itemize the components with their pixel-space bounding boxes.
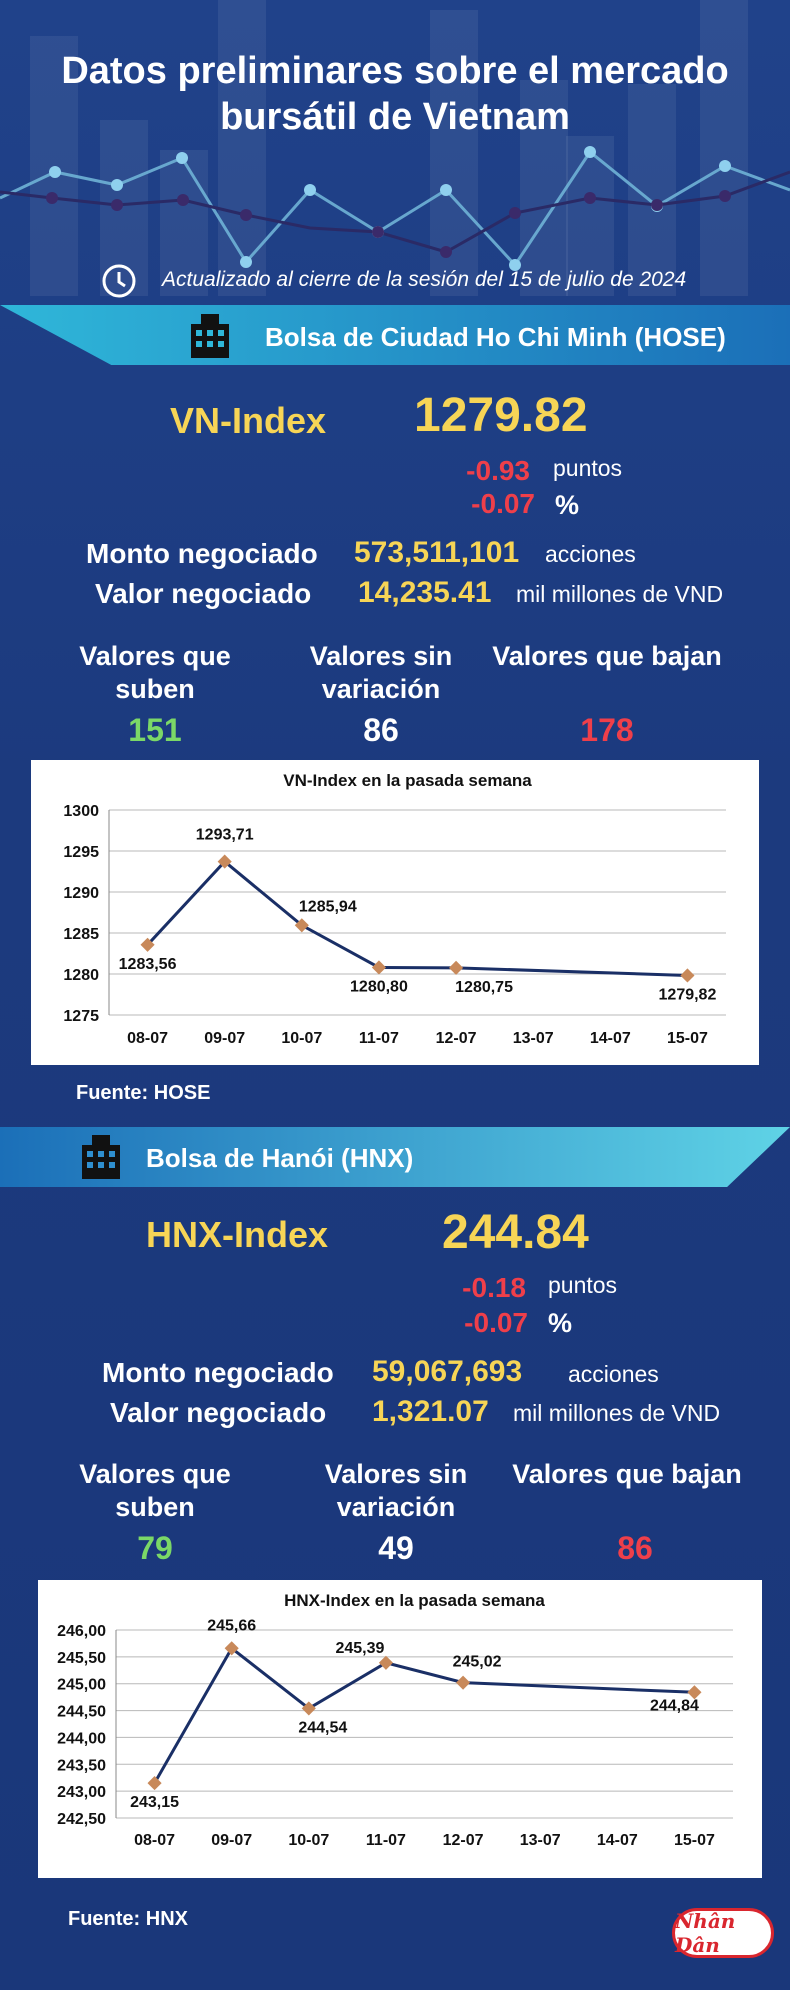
vn-index-change-points: -0.93 bbox=[466, 455, 530, 486]
x-tick-label: 09-07 bbox=[211, 1832, 253, 1849]
page-title: Datos preliminares sobre el mercado bursátil de Vietnam bbox=[61, 50, 729, 138]
series-line bbox=[155, 1648, 695, 1783]
y-tick-label: 1300 bbox=[63, 803, 99, 820]
hnx-index-change-points: -0.18 bbox=[462, 1272, 526, 1303]
building-icon bbox=[76, 1131, 126, 1181]
y-tick-label: 1275 bbox=[63, 1008, 99, 1025]
up-label: Valores que suben bbox=[79, 641, 231, 704]
data-point bbox=[379, 1656, 393, 1670]
volume-value: 59,067,693 bbox=[372, 1355, 523, 1388]
chart-title: HNX-Index en la pasada semana bbox=[284, 1591, 545, 1610]
series-line bbox=[148, 862, 688, 976]
y-tick-label: 1280 bbox=[63, 967, 99, 984]
data-point bbox=[372, 960, 386, 974]
y-tick-label: 1290 bbox=[63, 885, 99, 902]
hose-exchange-title: Bolsa de Ciudad Ho Chi Minh (HOSE) bbox=[265, 322, 726, 352]
x-tick-label: 15-07 bbox=[673, 1832, 715, 1849]
volume-value: 573,511,101 bbox=[354, 536, 520, 569]
up-label: Valores que suben bbox=[79, 1459, 231, 1522]
volume-label: Monto negociado bbox=[102, 1357, 334, 1388]
volume-label: Monto negociado bbox=[86, 538, 318, 569]
x-tick-label: 08-07 bbox=[134, 1832, 176, 1849]
x-tick-label: 11-07 bbox=[358, 1030, 399, 1047]
x-tick-label: 13-07 bbox=[512, 1030, 554, 1047]
data-label: 1279,82 bbox=[658, 986, 717, 1004]
vn-index-change-pct: -0.07 bbox=[471, 488, 535, 519]
up-count: 79 bbox=[137, 1530, 173, 1566]
value-value: 1,321.07 bbox=[372, 1395, 489, 1428]
building-icon bbox=[185, 310, 235, 360]
volume-unit: acciones bbox=[568, 1361, 659, 1387]
data-label: 1280,75 bbox=[455, 978, 513, 996]
y-tick-label: 243,00 bbox=[57, 1784, 106, 1802]
flat-label: Valores sin variación bbox=[309, 641, 453, 704]
value-label: Valor negociado bbox=[110, 1397, 327, 1428]
flat-count: 86 bbox=[363, 712, 399, 748]
data-label: 244,84 bbox=[649, 1697, 699, 1715]
data-point bbox=[147, 1776, 161, 1790]
data-label: 1283,56 bbox=[118, 955, 177, 973]
y-tick-label: 246,00 bbox=[57, 1623, 106, 1640]
background-lines bbox=[0, 0, 790, 300]
vn-index-name: VN-Index bbox=[170, 400, 327, 441]
clock-icon bbox=[102, 264, 136, 298]
x-tick-label: 12-07 bbox=[442, 1832, 484, 1849]
data-label: 1280,80 bbox=[350, 978, 408, 996]
x-tick-label: 12-07 bbox=[435, 1030, 477, 1047]
x-tick-label: 08-07 bbox=[127, 1030, 169, 1047]
x-tick-label: 10-07 bbox=[288, 1832, 330, 1849]
flat-label: Valores sin variación bbox=[324, 1459, 468, 1522]
hnx-index-change-pct: -0.07 bbox=[464, 1307, 528, 1338]
value-unit: mil millones de VND bbox=[513, 1400, 721, 1426]
y-tick-label: 245,00 bbox=[57, 1676, 106, 1694]
value-unit: mil millones de VND bbox=[516, 581, 724, 607]
value-label: Valor negociado bbox=[95, 578, 312, 609]
pct-unit: % bbox=[555, 490, 580, 520]
y-tick-label: 242,50 bbox=[57, 1811, 106, 1828]
data-label: 245,02 bbox=[452, 1653, 502, 1671]
pct-unit: % bbox=[548, 1308, 573, 1338]
data-label: 245,39 bbox=[335, 1639, 385, 1657]
hnx-source: Fuente: HNX bbox=[68, 1908, 188, 1930]
logo-text: Nhân Dân bbox=[675, 1909, 736, 1957]
hnx-index-chart bbox=[38, 1580, 762, 1878]
data-label: 244,54 bbox=[298, 1719, 348, 1737]
hnx-index-name: HNX-Index bbox=[146, 1214, 329, 1255]
chart-title: VN-Index en la pasada semana bbox=[283, 771, 532, 790]
value-value: 14,235.41 bbox=[358, 576, 492, 609]
x-tick-label: 14-07 bbox=[596, 1832, 638, 1849]
data-label: 1285,94 bbox=[298, 898, 357, 916]
x-tick-label: 13-07 bbox=[519, 1832, 561, 1849]
y-tick-label: 1285 bbox=[63, 926, 99, 943]
hnx-index-value: 244.84 bbox=[442, 1206, 589, 1259]
updated-note: Actualizado al cierre de la sesión del 15 de julio de 2024 bbox=[162, 268, 687, 291]
y-tick-label: 245,50 bbox=[57, 1649, 106, 1667]
y-tick-label: 244,50 bbox=[57, 1703, 106, 1721]
vn-index-chart bbox=[31, 760, 759, 1065]
data-label: 245,66 bbox=[207, 1617, 257, 1635]
down-label: Valores que bajan bbox=[492, 641, 722, 671]
flat-count: 49 bbox=[378, 1530, 414, 1566]
down-label: Valores que bajan bbox=[512, 1459, 742, 1489]
data-point bbox=[449, 961, 463, 975]
down-count: 178 bbox=[580, 712, 634, 748]
up-count: 151 bbox=[128, 712, 182, 748]
hose-source: Fuente: HOSE bbox=[76, 1082, 211, 1104]
hnx-exchange-title: Bolsa de Hanói (HNX) bbox=[146, 1143, 414, 1173]
vn-index-value: 1279.82 bbox=[414, 389, 588, 442]
data-label: 1293,71 bbox=[195, 826, 254, 844]
down-count: 86 bbox=[617, 1530, 653, 1566]
x-tick-label: 14-07 bbox=[589, 1030, 631, 1047]
x-tick-label: 15-07 bbox=[666, 1030, 708, 1047]
data-point bbox=[680, 968, 694, 982]
y-tick-label: 243,50 bbox=[57, 1757, 106, 1775]
y-tick-label: 1295 bbox=[63, 844, 99, 861]
x-tick-label: 11-07 bbox=[365, 1832, 406, 1849]
data-point bbox=[456, 1676, 470, 1690]
x-tick-label: 10-07 bbox=[281, 1030, 323, 1047]
y-tick-label: 244,00 bbox=[57, 1730, 106, 1748]
nhan-dan-logo bbox=[672, 1908, 774, 1958]
x-tick-label: 09-07 bbox=[204, 1030, 246, 1047]
points-unit: puntos bbox=[553, 455, 623, 481]
points-unit: puntos bbox=[548, 1272, 618, 1298]
data-label: 243,15 bbox=[130, 1794, 180, 1812]
volume-unit: acciones bbox=[545, 541, 636, 567]
